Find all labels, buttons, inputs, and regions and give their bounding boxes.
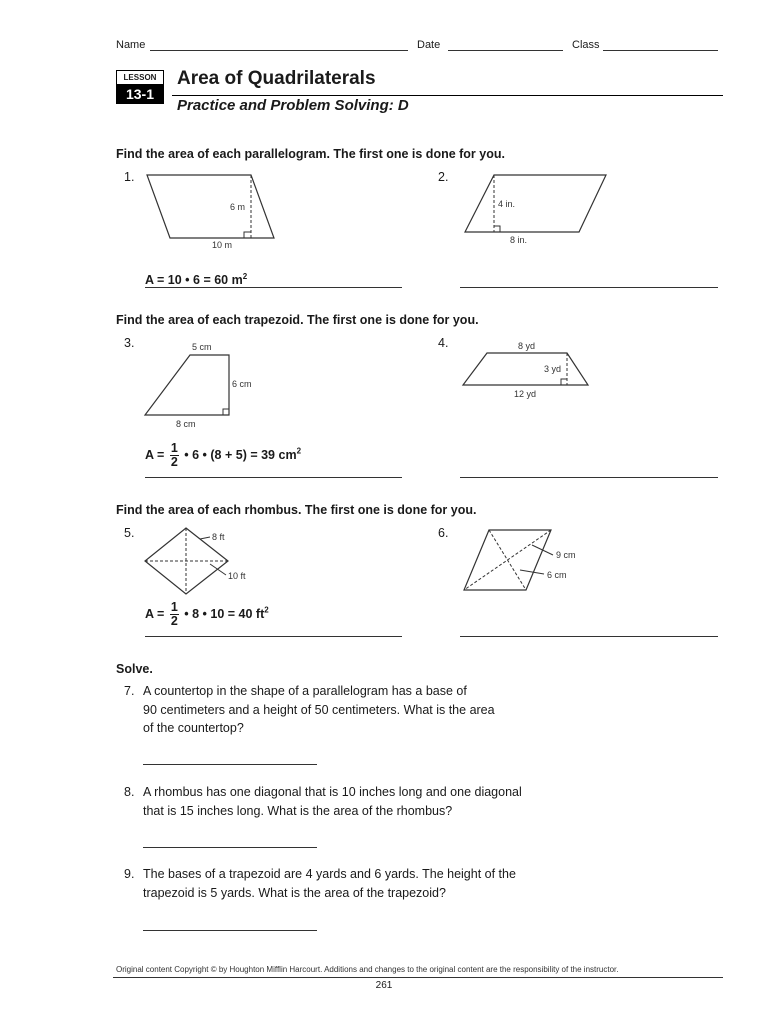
- problem-6-rhombus-figure: [460, 526, 590, 596]
- problem-6-d1-label: 9 cm: [556, 550, 576, 560]
- lesson-number: 13-1: [116, 85, 164, 104]
- lesson-badge: [116, 70, 164, 104]
- problem-5-d2-label: 10 ft: [228, 571, 246, 581]
- problem-5-answer-line: [145, 636, 402, 637]
- name-label: Name: [116, 39, 146, 51]
- problem-4-bottom-label: 12 yd: [514, 389, 537, 399]
- page-title: Area of Quadrilaterals: [177, 68, 376, 89]
- problem-3-answer-line: [145, 477, 402, 478]
- problem-5-answer: A = $\frac{1}{2}$ • 8 • 10 = 40 $ft^2$: [145, 600, 269, 628]
- problem-3-bottom-label: 8 cm: [176, 419, 196, 429]
- question-7-text: A countertop in the shape of a parallelogram has a base of 90 centimeters and a height of 50 centimeters. What is the area of the countertop?: [143, 684, 495, 735]
- lesson-tag: LESSON: [116, 70, 164, 85]
- question-8-text: A rhombus has one diagonal that is 10 inches long and one diagonal that is 15 inches long. What is the area of the rhombus?: [143, 785, 522, 818]
- problem-3-trapezoid-figure: [140, 340, 265, 432]
- problem-4-top-label: 8 yd: [518, 341, 536, 351]
- question-7-number: 7.: [124, 684, 135, 698]
- problem-5-d1-label: 8 ft: [212, 532, 225, 542]
- problem-6-d2-label: 6 cm: [547, 570, 567, 580]
- date-field[interactable]: [448, 50, 563, 51]
- solve-heading: Solve.: [116, 662, 153, 676]
- problem-1-parallelogram-figure: [140, 170, 285, 252]
- problem-1-base-label: 10 m: [212, 240, 233, 250]
- page-number: 261: [375, 980, 393, 991]
- footer-rule: [113, 977, 723, 978]
- problem-5-rhombus-figure: [140, 524, 260, 596]
- problem-2-height-label: 4 in.: [498, 199, 516, 209]
- problem-1-number: 1.: [124, 170, 135, 184]
- question-7-answer-line[interactable]: [143, 764, 317, 765]
- question-8-number: 8.: [124, 785, 135, 799]
- problem-6-number: 6.: [438, 526, 449, 540]
- question-8-answer-line[interactable]: [143, 847, 317, 848]
- trapezoid-instruction: Find the area of each trapezoid. The first one is done for you.: [116, 313, 479, 327]
- problem-3-number: 3.: [124, 336, 135, 350]
- problem-3-height-label: 6 cm: [232, 379, 252, 389]
- problem-4-number: 4.: [438, 336, 449, 350]
- question-9-text: The bases of a trapezoid are 4 yards and 6 yards. The height of the trapezoid is 5 yards. What is the area of the trapezoid?: [143, 867, 516, 900]
- problem-2-answer-line[interactable]: [460, 287, 718, 288]
- problem-1-answer: A = 10 • 6 = 60 $m^2$: [145, 272, 248, 288]
- problem-2-parallelogram-figure: [460, 170, 612, 250]
- problem-2-number: 2.: [438, 170, 449, 184]
- problem-3-top-label: 5 cm: [192, 342, 212, 352]
- problem-4-height-label: 3 yd: [544, 364, 562, 374]
- question-9-number: 9.: [124, 867, 135, 881]
- question-9-answer-line[interactable]: [143, 930, 317, 931]
- problem-4-trapezoid-figure: [460, 338, 595, 403]
- copyright-notice: Original content Copyright © by Houghton Mifflin Harcourt. Additions and changes to the original content are the responsibility of the instructor.: [116, 965, 619, 974]
- class-field[interactable]: [603, 50, 718, 51]
- rhombus-instruction: Find the area of each rhombus. The first one is done for you.: [116, 503, 477, 517]
- problem-3-answer: A = $\frac{1}{2}$ • 6 • (8 + 5) = 39 $cm^2$: [145, 441, 302, 469]
- problem-6-answer-line[interactable]: [460, 636, 718, 637]
- problem-5-number: 5.: [124, 526, 135, 540]
- problem-1-height-label: 6 m: [230, 202, 246, 212]
- class-label: Class: [572, 39, 600, 51]
- title-rule: [172, 95, 723, 96]
- problem-2-base-label: 8 in.: [510, 235, 528, 245]
- parallelogram-instruction: Find the area of each parallelogram. The first one is done for you.: [116, 147, 505, 161]
- date-label: Date: [417, 39, 441, 51]
- problem-1-answer-line: [145, 287, 402, 288]
- name-field[interactable]: [150, 50, 408, 51]
- problem-4-answer-line[interactable]: [460, 477, 718, 478]
- page-subtitle: Practice and Problem Solving: D: [177, 97, 409, 114]
